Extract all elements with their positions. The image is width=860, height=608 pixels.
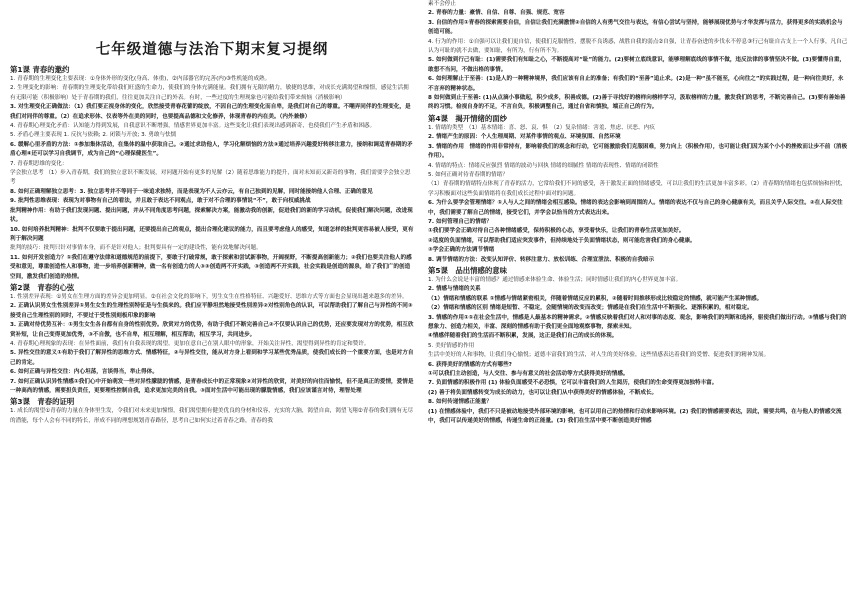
section-heading: 第3课 青春的证明 <box>10 397 75 407</box>
text-paragraph: ④情感伴随着我们的生活而不断积累，发展，这正是我们自己的成长的体现。 <box>428 333 618 340</box>
document-title: 七年级道德与法治下期末复习提纲 <box>95 42 329 58</box>
text-paragraph: 2. 青春的力量：豪情、自信、自尊、自强、规范、宽容 <box>428 10 565 17</box>
text-paragraph: 1. 情绪的类型 （1）基本情绪：喜、怒、哀、惧 （2）复杂情绪：害羞、焦虑、厌恶、内疚 <box>428 124 655 131</box>
text-paragraph: 学会独立思考 （1）步入青春期，我们的独立意识不断发展，对问题开始有更多的见解（2）随着思维能力的提升，面对未知而又新奇的事物，我们需要学会独立思考 <box>10 170 411 186</box>
text-paragraph: 1. 成长的渴望①青春的力量在身体里生发，令我们对未来更加憧憬，我们渴望拥有健美优良的身材和仪容，充实的大脑，渴望自由，渴望飞翔②青春的我们拥有无尽的潜能，每个人会有不同的特长，形成不同的理想规划青春路径，思考自己如何实过着青春之路，青春的我 <box>10 408 414 424</box>
section-heading: 第2课 青春的心弦 <box>10 282 75 292</box>
text-paragraph: 6. 如何正确与异性交往：内心坦荡，言谈得当，举止得体。 <box>10 369 158 376</box>
text-paragraph: ③学会正确的方法调节情绪 <box>428 247 495 254</box>
text-paragraph: （1）情绪和情感的联系 ①情感与情绪紧密相关，伴随着情绪反应的累积，②随着时间推移形成比较稳定的情感，就可能产生某种情感。 <box>428 295 763 302</box>
text-paragraph: 6. 如何理解止于至善：(1)是人的一种精神境界，我们应该有自止的准备；有我们的“至善”追止求。(2)是一种“虽不能至，心向往之”的实践过程，是一种向往美好，永不言弃的精神状态。 <box>428 76 844 92</box>
text-paragraph: (2) 善于将负面情感转变为成长的动力，也可以让我们从中获得美好的情感体验，不断成长。 <box>428 389 658 396</box>
text-paragraph: （2）情绪和情感的区别 情绪是短暂、不稳定，会随情境的改变而改变；情感是在我们在生活中不断强化、逐渐积累的，相对稳定。 <box>428 305 753 312</box>
text-paragraph: 5. 异性交往的意义①有助于我们了解异性的思维方式、情感特征，②与异性交往，能从对方身上看到和学习某些优秀品质，使我们成长的一个重要方面，也是对方自己的肯定。 <box>10 350 414 366</box>
text-paragraph: ①我们要学会正确对待自己各种情绪感受，保持积极的心态，享受着快乐，让我们的青春生活更加美好。 <box>428 228 685 235</box>
text-paragraph: 素不会停止 <box>428 1 456 7</box>
text-paragraph: 9. 批判性思维表现：表现为对事物有自己的看法，并且敢于表达不同观点，敢于对不合理的事情说“不”，敢于向权威挑战 <box>10 198 311 205</box>
text-paragraph: 批判精神作用：有助于我们发现问题、提出问题，并从不同角度思考问题，探索解决方案，能激动我的创新，促进我们的新的学习动机，促使我们解决问题，改进现状。 <box>10 207 413 224</box>
text-paragraph: 4. 行为的作用：①自强可以让我们更自信，使我们克服惰性，摆脱不良诱惑，战胜自我的弱点②自强，让青春奋进的步伐永不停息③行己有耻自古支上一个人行事，凡自己认为可耻的就不去做，要知耻，有所为，行有所不为。 <box>428 38 848 55</box>
left-column <box>10 0 414 608</box>
text-paragraph: 8 如何做到止于至善: (1)从点滴小事做起，积少成多，积善成德。(2)善于寻找好的榜样向榜样学习，汲取榜样的力量，激发我们的思考，不断完善自己。(3)要有善始善终的习惯。检视自身的不足，不言自负，积极调整自己，通过自省和慎独，端正自己的行为。 <box>428 95 846 111</box>
text-paragraph: 7. 如何管理自己的情绪？ <box>428 218 492 225</box>
text-paragraph: 4. 情绪的特点：情绪反应强烈 情绪的波动与回执 情绪的细腻性 情绪的表现性、情绪的闭锁性 <box>428 162 659 169</box>
text-paragraph: 8. 如何正确理解独立思考：3. 独立思考并不等同于一味追求独特，而是表现为不人云亦云，有自己独到的见解，同时能接纳他人合理、正确的意见 <box>10 188 373 195</box>
section-heading: 第1课 青春的邀约 <box>10 65 70 74</box>
text-paragraph: 8. 如何传递情感正能量？ <box>428 399 492 406</box>
text-paragraph: 5. 美好情感的作用 <box>428 342 475 349</box>
section-heading: 第4课 揭开情绪的面纱 <box>428 113 508 123</box>
text-paragraph: 3. 正确对待优势互补：①男生女生各自都有自身的性别优势。欣赏对方的优势，有助于我们不断完善自己②不仅要认识自己的优势，还应要发现对方的优势，相互欣赏补短，让自己变得更加优秀，③不自傲，也不自卑，相互理解，相互帮助，相互学习，共同进步。 <box>10 322 414 338</box>
section-heading: 第5课 品出情感的意味 <box>428 265 508 275</box>
text-paragraph: 3. 情绪的作用 情绪的作用非常持有，影响着我们的观念和行动，它可能激励我们克服困难，努力向上（积极作用），也可能让我们因为某个小小的挫败而让步不前（消极作用）。 <box>428 143 848 160</box>
text-paragraph: 3. 情感的作用①①在社会生活中，情感是人最基本的精神需求。②情感反映着我们对人和对事的态度、观念，影响我们的判断和选择，驱使我们做出行动。③情感与我们的想象力、创造力相关，丰富、深刻的情感有助于我们更全面地观察事物，探索未知。 <box>428 314 847 330</box>
text-paragraph: 8. 调节情绪的方法：改变认知评价、转移注意力、放松训练、合理宣泄法、积极的自我暗示 <box>428 256 655 263</box>
text-paragraph: 4. 青春期心理现象的表现：在异性面前，我们有自我表现的渴望。更加在意自己在别人眼中的形象，开始关注异性，渴望得到异性的肯定和赞许。 <box>10 340 370 347</box>
text-paragraph: 6. 获得美好的情感的方式有哪些? <box>428 361 512 368</box>
text-paragraph: 2. 情感与情绪的关系 <box>428 286 481 293</box>
text-paragraph: 11. 如何开发创造力？①我们在遵守法律和道德规范的前提下，要敢于打破常规，敢于探索和尝试新事物，开阔视野，不断提高创新能力；②我们也要关注他人的感受和意见，尊重创造性人和事物，进一步培养创新精神，做一名有创造力的人③③创造两不开实践，③创造两不开实践，社会实践是创造的源泉，给了我们广的创造空间，激发我们创造的热情。 <box>10 254 412 280</box>
text-paragraph: 5. 如何做到行己有耻：(1)需要我们有知耻之心，不断提高对“耻”的能力。(2)要树立底线意识，能够理解底线的事情不做，违反法律的事情坚决不做。(3)要懂得自重，敢想不当问，不做出格的事情。 <box>428 57 846 73</box>
text-paragraph: 4. 青春期心理变化矛盾：认知能力得到发展，自我意识不断增强，情感世界更加丰富。这些变化让我们表现出感到新奇，也使我们产生矛盾和困惑。 <box>10 123 376 130</box>
text-paragraph: 3. 对生理变化正确做法：（1）我们要正视身体的变化，欣然接受青春花蕾的绽放，不因自己的生理变化而自卑，是我们对自己的尊重。不嘲弄同伴的生理变化，是我们对同伴的尊重。（2）在追求形体、仪表等外在美的同时，也要提高品德和文化修养，体现青春的内在美。（内外兼修） <box>10 104 411 120</box>
right-column <box>428 0 848 608</box>
text-paragraph: 2. 生理变化的影响：青春期的生理变化带给我们旺盛的生命力，使我们的身体充满能量。我们拥有无限的精力，敏捷的思维，对成长充满渴望和憧憬，感觉生活拥有无限可能（积极影响）处于青春期的我们，往往更加关注自己的外表。有时，一些过度的生理现象也可能给我们带来烦恼（消极影响） <box>10 85 409 101</box>
text-paragraph: 2. 正确认识男女生性别差异①男生女生的生理性别特征是与生俱来的。我们应平静坦然地接受性别差异②对性别角色的认识，可以帮助我们了解自己与异性的不同③接受自己生理性别的同时，不要过于受性别刻板印象的影响 <box>10 303 413 319</box>
text-paragraph: 1. 青春期的生理变化主要表现：①身体外形的变化(身高、体重)，②内部器官的完善(内)③性机能的成熟。 <box>10 76 271 82</box>
text-paragraph: 7. 青春期思维的变化： <box>10 160 68 167</box>
text-paragraph: 批判的技巧：批判只针对事情本身，而不是针对他人；批判要具有一定的建设性，能有效地解决问题。 <box>10 245 262 252</box>
text-paragraph: 生活中美好的人和事物，让我们身心愉悦；道德丰富我们的生活，对人生的美好体验，这些情感表达着我们的爱憎、促进我们的精神发展。 <box>428 352 770 359</box>
text-paragraph: 5. 矛盾心理主要表现 1. 反抗与依赖; 2. 闭锁与开放; 3. 勇敢与怯懦 <box>10 132 177 139</box>
text-paragraph: （1）青春期的情绪特点体现了青春的活力，它常给我们不同的感受，善于激发正面的情绪感受，可以让我们的生活更加丰富多彩。（2）青春期的情绪也包括烦恼和担忧，学习积极面对这些负面情绪将在我们成长过程中面对的问题。 <box>428 181 847 197</box>
text-paragraph: 6. 为什么要学会管理情绪？①人与人之间的情绪会相互感染。情绪的表达会影响到周围的人。情绪的表达不仅与自己的身心健康有关，而且关乎人际交往。②在人际交往中，我们需要了解自己的情绪，接受它们，并学会以恰当的方式表达出来。 <box>428 200 843 216</box>
text-paragraph: 1. 性别差异表现：①男女在生理方面的差异会更加明显。②在社会文化的影响下，男生女生在性格特征、兴趣爱好、思维方式等方面也会显现出越来越多的差异。 <box>10 293 408 300</box>
text-paragraph: ①可以我们主动创造，与人交往、参与有意义的社会活动等方式获得美好的情感。 <box>428 371 629 378</box>
text-paragraph: ②适度的负面情绪，可以帮助我们适应突发事件，但持续地处于负面情绪状态，则可能危害我们的身心健康。 <box>428 237 696 244</box>
left-column-content <box>10 64 414 426</box>
text-paragraph: 10. 如何培养批判精神：批判不仅要敢于提出问题，还要提出自己的观点，提出合理化建议的能力，而且要考虑他人的感受，知道怎样的批判更容易被人接受，更有利于解决问题 <box>10 226 414 242</box>
text-paragraph: 7. 负面情感的积极作用 (1) 体验负面感受不必恐惧，它可以丰富我们的人生阅历，使我们的生命变得更加独特丰富。 <box>428 380 718 387</box>
text-paragraph: 5. 如何正确对待青春期的情绪？ <box>428 171 508 178</box>
right-column-content <box>428 0 848 426</box>
text-paragraph: 3. 自信的作用①青春的探索需要自信，自信让我们充满激情②自信的人有勇气交往与表达，有信心尝试与坚持，能够展现优势与才华发挥与活力，获得更多的实践机会与创造可能。 <box>428 19 843 36</box>
text-paragraph: (1) 在情感体验中，我们不只是被动地接受外部环境的影响，也可以用自己的热情和行动来影响环境。(2) 我们的情感需要表达，因此，需要共鸣，在与他人的情感交流中，我们可以传递美好的情感，传递生命的正能量。(3) 我们在生活中要不断创造美好情感 <box>428 408 842 425</box>
text-paragraph: 7. 如何正确认识异性情感①我们心中开始萌发一些对异性朦胧的情感，是青春成长中的正常现象②对异性的欣赏，对美好的向往而愉悦，但不是真正的爱情，爱情是一种高尚的情感，需要担负责任，更要理性控制自我，追求更加完美的自我。③面对生活中可能出现的朦胧情感，我们应该谨言对待，理智处理 <box>10 378 414 394</box>
text-paragraph: 2. 情绪产生的原因：个人生理周期、对某件事情的观点、环境氛围、自然环境 <box>428 134 621 141</box>
text-paragraph: 6. 缓解心里矛盾的方法：①参加集体活动，在集体的温中获取自己。②通过求助他人，学习化解烦恼的方法③通过培养兴趣爱好转移注意力，接纳和调适青春期的矛盾心理④还可以学习自我调节，成为自己的“心理保健医生”。 <box>10 141 413 158</box>
text-paragraph: 1. 为什么会说是丰富的情感？通过情感来体验生命、体验生活；同时情感让我们的内心世界更加丰富。 <box>428 276 682 283</box>
